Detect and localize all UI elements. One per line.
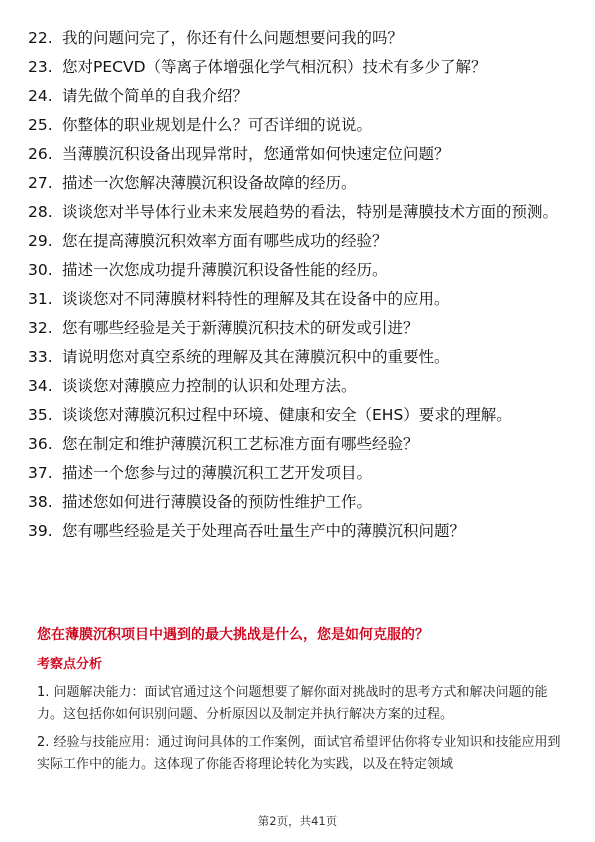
question-number: 32. (28, 319, 53, 337)
page-footer: 第2页，共41页 (257, 814, 338, 828)
question-item (28, 374, 568, 398)
question-text: 我的问题问完了，你还有什么问题想要问我的吗？ (62, 29, 404, 47)
question-item (28, 55, 568, 79)
question-number: 23. (28, 58, 53, 76)
question-number: 36. (28, 435, 53, 453)
question-item (28, 171, 568, 195)
question-item (28, 84, 568, 108)
question-number: 22. (28, 29, 53, 47)
question-number: 39. (28, 522, 53, 540)
question-text: 谈谈您对薄膜应力控制的认识和处理方法。 (62, 377, 357, 395)
question-item (28, 403, 568, 427)
question-text: 请说明您对真空系统的理解及其在薄膜沉积中的重要性。 (62, 348, 450, 366)
question-text: 您在提高薄膜沉积效率方面有哪些成功的经验？ (62, 232, 388, 250)
question-text: 谈谈您对不同薄膜材料特性的理解及其在设备中的应用。 (62, 290, 450, 308)
question-number: 27. (28, 174, 53, 192)
question-text: 你整体的职业规划是什么？可否详细的说说。 (62, 116, 373, 134)
question-number: 25. (28, 116, 53, 134)
question-number: 37. (28, 464, 53, 482)
question-number: 26. (28, 145, 53, 163)
question-text: 您在制定和维护薄膜沉积工艺标准方面有哪些经验？ (62, 435, 419, 453)
question-text: 描述一个您参与过的薄膜沉积工艺开发项目。 (62, 464, 373, 482)
question-number: 35. (28, 406, 53, 424)
question-text: 当薄膜沉积设备出现异常时，您通常如何快速定位问题？ (62, 145, 450, 163)
question-item (28, 490, 568, 514)
question-item (28, 229, 568, 253)
question-number: 28. (28, 203, 53, 221)
question-number: 30. (28, 261, 53, 279)
question-text: 请先做个简单的自我介绍？ (62, 87, 249, 105)
question-item (28, 26, 568, 50)
question-item (28, 142, 568, 166)
question-number: 24. (28, 87, 53, 105)
question-number: 38. (28, 493, 53, 511)
question-item (28, 345, 568, 369)
question-number: 29. (28, 232, 53, 250)
question-text: 描述一次您成功提升薄膜沉积设备性能的经历。 (62, 261, 388, 279)
analysis-body (37, 682, 565, 782)
question-number: 31. (28, 290, 53, 308)
question-text: 谈谈您对半导体行业未来发展趋势的看法，特别是薄膜技术方面的预测。 (62, 203, 559, 221)
highlight-question: 您在薄膜沉积项目中遇到的最大挑战是什么，您是如何克服的？ (37, 627, 429, 643)
question-number: 34. (28, 377, 53, 395)
question-text: 谈谈您对薄膜沉积过程中环境、健康和安全（EHS）要求的理解。 (62, 406, 512, 424)
question-item (28, 258, 568, 282)
analysis-paragraph: 2. 经验与技能应用：通过询问具体的工作案例，面试官希望评估你将专业知识和技能应用到实际工作中的能力。这体现了你能否将理论转化为实践，以及在特定领域 (37, 735, 561, 772)
analysis-title: 考察点分析 (37, 657, 103, 672)
question-item (28, 432, 568, 456)
question-list (28, 26, 568, 548)
question-text: 您有哪些经验是关于处理高吞吐量生产中的薄膜沉积问题？ (62, 522, 466, 540)
question-text: 您对PECVD（等离子体增强化学气相沉积）技术有多少了解？ (62, 58, 487, 76)
question-item (28, 461, 568, 485)
analysis-paragraph: 1. 问题解决能力：面试官通过这个问题想要了解你面对挑战时的思考方式和解决问题的能力。这包括你如何识别问题、分析原因以及制定并执行解决方案的过程。 (37, 685, 548, 722)
question-text: 描述您如何进行薄膜设备的预防性维护工作。 (62, 493, 373, 511)
question-item (28, 200, 568, 224)
question-item (28, 519, 568, 543)
question-text: 描述一次您解决薄膜沉积设备故障的经历。 (62, 174, 357, 192)
question-item (28, 113, 568, 137)
question-item (28, 316, 568, 340)
question-item (28, 287, 568, 311)
question-text: 您有哪些经验是关于新薄膜沉积技术的研发或引进？ (62, 319, 419, 337)
question-number: 33. (28, 348, 53, 366)
